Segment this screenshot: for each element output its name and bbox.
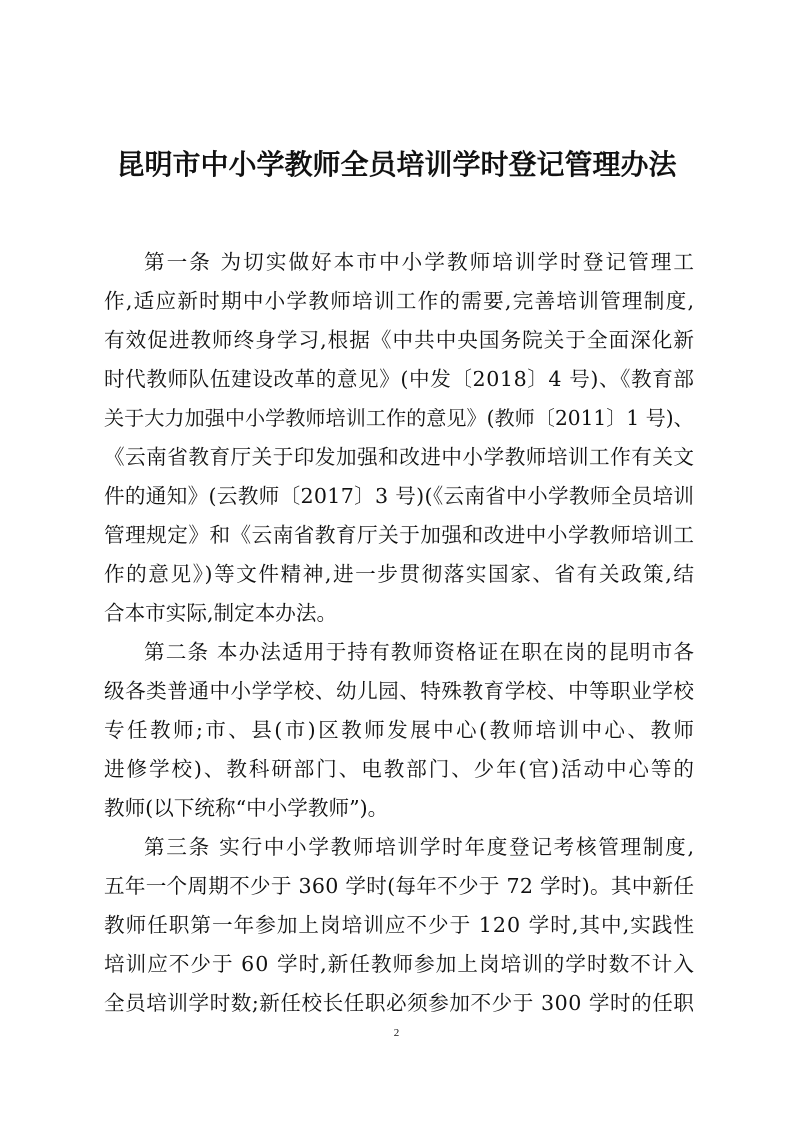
text-line: 件的通知》(云教师〔2017〕3 号)(《云南省中小学教师全员培训 [104,484,695,508]
text-line: 进修学校)、教科研部门、电教部门、少年(官)活动中心等的 [104,757,696,781]
text-line: 第二条 本办法适用于持有教师资格证在职在岗的昆明市各 [144,640,696,664]
text-line: 作,适应新时期中小学教师培训工作的需要,完善培训管理制度, [104,289,696,313]
text-line: 合本市实际,制定本办法。 [104,601,338,625]
text-line: 《云南省教育厅关于印发加强和改进中小学教师培训工作有关文 [104,445,695,469]
text-line: 全员培训学时数;新任校长任职必须参加不少于 300 学时的任职 [104,991,695,1015]
text-line: 五年一个周期不少于 360 学时(每年不少于 72 学时)。其中新任 [104,874,695,898]
page-number: 2 [393,1027,400,1039]
text-line: 培训应不少于 60 学时,新任教师参加上岗培训的学时数不计入 [104,952,696,976]
text-line: 时代教师队伍建设改革的意见》(中发〔2018〕4 号)、《教育部 [104,367,695,391]
text-line: 专任教师;市、县(市)区教师发展中心(教师培训中心、教师 [104,718,697,742]
text-line: 教师任职第一年参加上岗培训应不少于 120 学时,其中,实践性 [104,913,695,937]
text-line: 作的意见》)等文件精神,进一步贯彻落实国家、省有关政策,结 [104,562,696,586]
text-line: 第三条 实行中小学教师培训学时年度登记考核管理制度, [144,835,696,859]
text-line: 管理规定》和《云南省教育厅关于加强和改进中小学教师培训工 [104,523,695,547]
text-line: 级各类普通中小学学校、幼儿园、特殊教育学校、中等职业学校 [104,679,695,703]
text-line: 教师(以下统称“中小学教师”)。 [104,796,389,820]
document-title: 昆明市中小学教师全员培训学时登记管理办法 [116,148,677,181]
text-line: 第一条 为切实做好本市中小学教师培训学时登记管理工 [144,250,697,274]
text-line: 有效促进教师终身学习,根据《中共中央国务院关于全面深化新 [104,328,696,352]
text-line: 关于大力加强中小学教师培训工作的意见》(教师〔2011〕1 号)、 [104,406,694,430]
